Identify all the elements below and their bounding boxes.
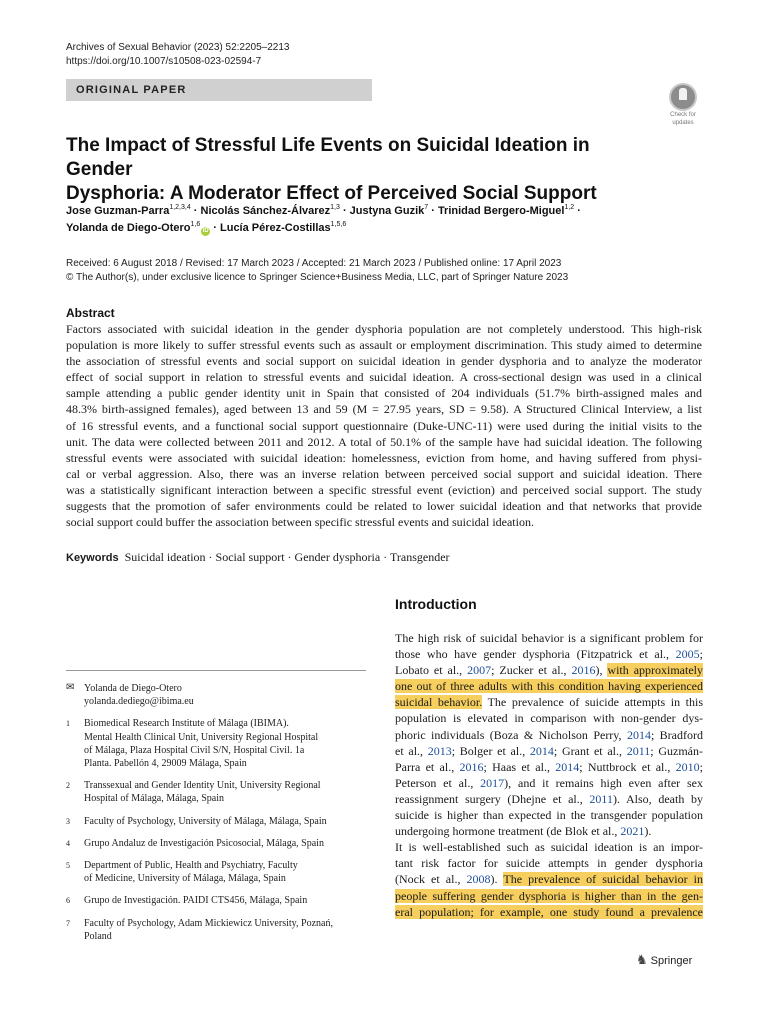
author-name: Justyna Guzik [349,205,425,217]
footnote-line: of Málaga, Plaza Hospital Civil S/N, Hospital Civil. 1a [84,744,305,756]
abstract-line: 48.3% birth-assigned females), aged between 13 and 59 (M = 27.95 years, SD = 9.58). A Structured Clinical Interview, a list [66,402,702,417]
author-separator: · [190,205,201,217]
abstract-line: was a statistically significant interaction between a specific stressful event (eviction) and perceived social support. The study [66,482,702,497]
citation-link[interactable]: 2005 [675,647,700,662]
citation-link[interactable]: 2014 [555,759,580,774]
keywords-text: Suicidal ideation · Social support · Gender dysphoria · Transgender [124,550,450,564]
text-segment: et al., [395,743,428,758]
affiliation-note [66,815,366,828]
author-name: Lucía Pérez-Costillas [220,222,331,234]
text-segment: ; Guzmán- [650,743,703,758]
introduction-line [395,791,703,807]
author-affiliations: 1,5,6 [330,221,347,228]
text-segment: (Nock et al., [395,872,467,887]
check-for-updates-line2: updates [672,120,694,126]
introduction-line [395,888,703,904]
footnote-line: Faculty of Psychology, Adam Mickiewicz University, Poznań, [84,917,333,929]
citation-link[interactable]: 2011 [626,743,651,758]
introduction-line [395,694,703,710]
introduction-heading: Introduction [395,596,477,612]
author-separator: · [210,222,220,234]
footnote-line: Yolanda de Diego-Otero [84,683,182,694]
citation-link[interactable]: 2014 [626,727,651,742]
doi-link[interactable]: https://doi.org/10.1007/s10508-023-02594-7 [66,56,262,67]
publisher-logo [636,952,692,968]
text-segment: ). [644,824,652,839]
text-segment: The high risk of suicidal behavior is a significant problem for [395,631,703,645]
footnote-line: Biomedical Research Institute of Málaga (IBIMA). [84,718,289,730]
text-segment: ; Haas et al., [483,759,556,774]
text-segment: ), [595,663,608,678]
footnote-line: Grupo Andaluz de Investigación Psicosocial, Málaga, Spain [84,837,324,849]
citation-link[interactable]: 2010 [675,759,700,774]
author-name: Jose Guzman-Parra [66,205,170,217]
text-segment: phoric individuals (Boza & Nicholson Perry, [395,727,627,742]
introduction-line [395,630,703,646]
text-segment: ), and it remains high even after sex [504,775,703,790]
author[interactable] [66,222,210,234]
text-segment: undergoing hormone treatment (de Blok et al., [395,824,621,839]
introduction-line [395,775,703,791]
text-segment: those who have gender dysphoria (Fitzpatrick et al., [395,647,676,662]
envelope-icon: ✉ [66,682,75,693]
introduction-line [395,839,703,855]
publisher-name: Springer [650,955,693,967]
affiliation-number: 6 [66,896,70,906]
introduction-line [395,871,703,887]
footnote-line: Transsexual and Gender Identity Unit, University Regional [84,780,321,792]
introduction-line [395,904,703,920]
highlighted-text: suicidal behavior. [395,695,483,710]
author[interactable] [438,205,574,217]
orcid-icon[interactable]: iD [202,228,209,234]
text-segment: suicide is higher than expected in the transgender population [395,808,703,823]
abstract-line: effect of social support in relation to stressful events and suicidal ideation. A cross-sectional design was used in a clinical [66,370,702,385]
publication-dates [66,257,568,285]
footnote-line: Grupo de Investigación. PAIDI CTS456, Málaga, Spain [84,895,308,907]
text-segment: ; [699,759,704,774]
introduction-line [395,823,703,839]
abstract-body [66,321,702,530]
abstract-line: population is more likely to suffer stressful events such as assault or employment discrimination. This study aimed to determine [66,338,702,353]
check-for-updates-line1: Check for [670,112,696,118]
citation-link[interactable]: 2007 [467,663,492,678]
author[interactable] [350,205,428,217]
introduction-line [395,710,703,726]
check-for-updates-badge[interactable] [663,83,703,127]
footnote-divider [66,670,366,671]
introduction-line [395,646,703,662]
abstract-line: of 16 stressful events, and a functional social support questionnaire (Duke-UNC-11) were used during the initial visits to the [66,418,702,433]
article-type-banner [66,79,372,101]
title-line: The Impact of Stressful Life Events on Suicidal Ideation in Gender [66,135,590,180]
highlighted-text: people suffering gender dysphoria is higher than in the gen- [395,888,703,903]
journal-reference: Archives of Sexual Behavior (2023) 52:2205–2213 [66,42,290,53]
highlighted-text: with approximately [607,663,703,678]
introduction-line [395,743,703,759]
abstract-line: stressful events were associated with suicidal ideation: homelessness, eviction from home, and having suffered from physi- [66,450,702,465]
affiliation-note [66,894,366,907]
affiliation-note [66,779,366,805]
text-segment: ; Bolger et al., [451,743,530,758]
text-segment: ; Grant et al., [553,743,627,758]
copyright-notice: © The Author(s), under exclusive licence to Springer Science+Business Media, LLC, part of Springer Nature 2023 [66,272,569,283]
introduction-line [395,759,703,775]
affiliation-number: 1 [66,719,70,729]
highlighted-text: eral population; for example, one study found a prevalence [395,904,703,919]
text-segment: reassignment surgery (Dhejne et al., [395,791,590,806]
introduction-line [395,807,703,823]
author[interactable] [201,205,340,217]
text-segment: Peterson et al., [395,775,481,790]
footnote-line: Department of Public, Health and Psychiatry, Faculty [84,860,298,872]
springer-horse-icon: ♞ [636,952,648,967]
author-affiliations: 7 [424,204,429,211]
author-name: Yolanda de Diego-Otero [66,222,191,234]
author-affiliations: 1,6 [190,221,201,228]
introduction-body [395,630,703,920]
keywords-label: Keywords [66,552,119,564]
introduction-line [395,855,703,871]
abstract-line: unit. The data were collected between 2011 and 2012. A total of 50.1% of the sample have had suicidal ideation. The following [66,434,702,449]
article-type-label: ORIGINAL PAPER [76,84,187,96]
author-name: Nicolás Sánchez-Álvarez [200,205,331,217]
paper-title [66,134,626,206]
author-affiliations: 1,2 [564,204,575,211]
introduction-line [395,727,703,743]
affiliation-note [66,859,366,885]
text-segment: tant risk factor for suicide attempts in gender dysphoria [395,856,703,871]
text-segment: Parra et al., [395,759,460,774]
author-name: Trinidad Bergero-Miguel [437,205,565,217]
text-segment: population is elevated in comparison with non-gender dys- [395,711,703,726]
email-link[interactable]: yolanda.dediego@ibima.eu [84,696,194,708]
title-line: Dysphoria: A Moderator Effect of Perceived Social Support [66,183,597,204]
text-segment: Lobato et al., [395,663,468,678]
citation-link[interactable]: 2014 [529,743,554,758]
footnotes [66,682,366,952]
text-segment: The prevalence of suicide attempts in this [482,695,703,710]
citation-link[interactable]: 2017 [480,775,505,790]
text-segment: ; Bradford [650,727,703,742]
abstract-line: suggests that the promotion of safer environments could be related to lower suicidal ideation and that networks that provide [66,499,702,514]
abstract-line: social support could buffer the association between specific stressful events and suicidal ideation. [66,515,534,530]
journal-citation [66,41,289,69]
author[interactable] [66,205,191,217]
footnote-line: Hospital of Málaga, Málaga, Spain [84,793,224,805]
affiliation-number: 2 [66,781,70,791]
text-segment: ). Also, death by [612,791,703,806]
citation-link[interactable]: 2016 [571,663,596,678]
author-affiliations: 1,2,3,4 [169,204,191,211]
citation-link[interactable]: 2016 [459,759,484,774]
text-segment: It is well-established such as suicidal ideation is an impor- [395,840,703,855]
affiliation-number: 3 [66,816,70,826]
author-affiliations: 1,3 [330,204,340,211]
abstract-line: the association of stressful events and social support on suicidal ideation in gender dysphoria and to analyze the moderator [66,354,702,369]
abstract-line: cal or verbal aggression. Also, there was an inverse relation between perceived social support and suicidal ideation. There [66,466,702,481]
affiliation-note [66,917,366,943]
author-separator: · [339,205,350,217]
citation-link[interactable]: 2011 [589,791,613,806]
introduction-line [395,678,703,694]
footnote-line: Mental Health Clinical Unit, University Regional Hospital [84,731,319,743]
text-segment: ; [699,647,703,662]
text-segment: ; Nuttbrock et al., [579,759,676,774]
author-list [66,203,666,237]
citation-link[interactable]: 2013 [427,743,452,758]
text-segment: ; Zucker et al., [491,663,572,678]
affiliation-note [66,837,366,850]
abstract-line: Factors associated with suicidal ideation in the gender dysphoria population are not completely understood. This high-risk [66,322,702,336]
footnote-line: Poland [84,930,112,942]
affiliation-note [66,717,366,770]
citation-link[interactable]: 2008 [466,872,491,887]
affiliation-number: 5 [66,861,70,871]
abstract-line: sample attending a public gender identity unit in Spain that consisted of 204 individuals (51.7% birth-assigned males and [66,386,702,401]
footnote-line: Planta. Pabellón 4, 29009 Málaga, Spain [84,758,247,770]
citation-link[interactable]: 2021 [620,824,645,839]
highlighted-text: The prevalence of suicidal behavior in [503,872,704,887]
footnote-line: Faculty of Psychology, University of Málaga, Málaga, Spain [84,815,327,827]
introduction-line [395,662,703,678]
corresponding-author-note [66,682,366,708]
author-separator: · [428,205,438,217]
affiliation-number: 4 [66,838,70,848]
author[interactable] [220,222,346,234]
keywords [66,549,450,566]
check-for-updates-icon [669,83,697,111]
author-separator: · [574,205,581,217]
history-dates: Received: 6 August 2018 / Revised: 17 March 2023 / Accepted: 21 March 2023 / Published online: 17 April 2023 [66,258,562,269]
abstract-heading: Abstract [66,306,115,320]
footnote-line: of Medicine, University of Málaga, Málaga, Spain [84,873,286,885]
text-segment: ). [490,872,504,887]
highlighted-text: one out of three adults with this condition having experienced [395,679,703,694]
affiliation-number: 7 [66,918,70,928]
